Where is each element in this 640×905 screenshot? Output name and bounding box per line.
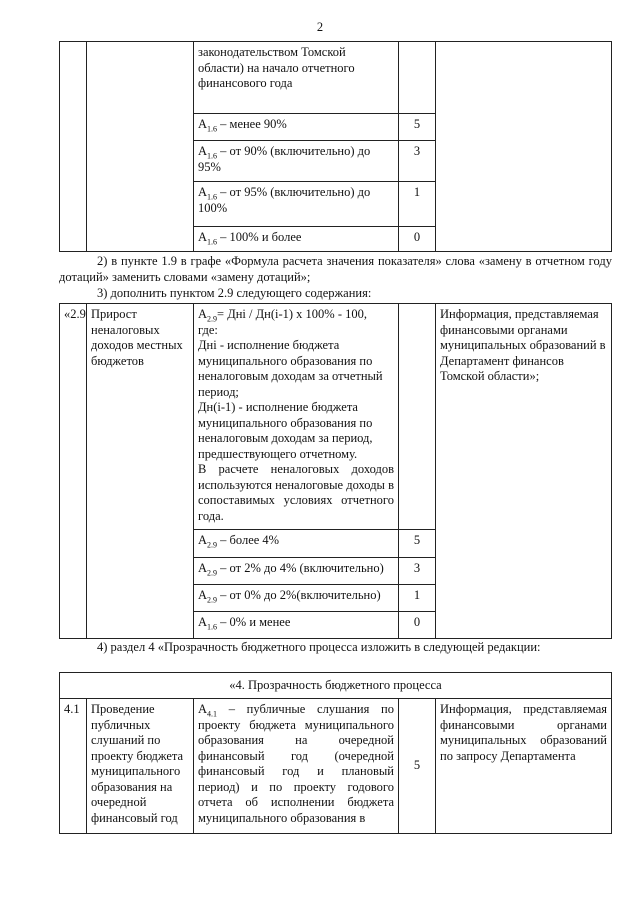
num-cell [60,42,87,252]
indicator-table-2.9 [59,303,612,639]
name-cell: Проведение публичных слушаний по проекту бюджета муниципального образования на очередной финансовый год [87,699,194,834]
formula-def-2: Дн(і-1) - исполнение бюджета муниципального образования по неналоговым доходам за период, предшествующего отчетному. [198,400,373,461]
criterion-text: $А_{1.6}$ – менее 90% [194,114,399,141]
criterion-score: 3 [399,558,436,585]
source-cell: Информация, представляемая финансовыми органами муниципальных образований по запросу Департамента [436,699,612,834]
paragraph-2: 2) в пункте 1.9 в графе «Формула расчета значения показателя» слова «замену в отчетном году дотаций» заменить словами «замену дотаций»; [59,254,612,284]
criterion-text: $А_{1.6}$ – от 95% (включительно) до 100% [194,182,399,227]
formula-cell: $А_{4.1}$ – публичные слушания по проекту бюджета муниципального образования на очередной финансовый год (очередной финансовый год и плановый период) и по проекту годового отчета об исполнении бюджета муниципального образования в [194,699,399,834]
criterion-text: $А_{2.9}$ – от 2% до 4% (включительно) [194,558,399,585]
num-cell: «2.9 [60,304,87,639]
formula-cell: $А_{2.9}=$ Дні / Дн(і-1) х 100% - 100, где: Дні - исполнение бюджета муниципального образования по неналоговым доходам за отчетный период; Дн(і-1) - исполнение бюджета муниципального образования по неналоговым доходам за период, предшествующего отчетному. В расчете неналоговых доходов используются неналоговые доходы в сопоставимых условиях отчетного года. [194,304,399,530]
source-cell [436,42,612,252]
formula-note: В расчете неналоговых доходов используются неналоговые доходы в сопоставимых условиях отчетного года. [198,462,394,523]
criterion-text: $А_{1.6} - 0\%$ и менее [194,612,399,639]
criterion-score: 1 [399,585,436,612]
formula-def-1: Дні - исполнение бюджета муниципального образования по неналоговым доходам за отчетный период; [198,338,383,399]
paragraph-3: 3) дополнить пунктом 2.9 следующего содержания: [97,286,372,300]
page-number: 2 [316,20,324,34]
criterion-score: 5 [399,114,436,141]
criteria-table-1.6 [59,41,612,252]
source-cell: Информация, представляемая финансовыми органами муниципальных образований в Департамент финансов Томской области»; [436,304,612,639]
criterion-text: $А_{1.6} - 100\%$ и более [194,227,399,252]
score-cell [399,42,436,114]
criterion-score: 5 [399,530,436,558]
formula-cell: законодательством Томской области) на начало отчетного финансового года [194,42,399,114]
criterion-text: $А_{2.9}$ – более 4% [194,530,399,558]
transparency-table [59,672,612,834]
criterion-score: 1 [399,182,436,227]
num-cell: 4.1 [60,699,87,834]
paragraph-4: 4) раздел 4 «Прозрачность бюджетного процесса изложить в следующей редакции: [97,640,541,654]
criterion-text: $А_{2.9}$ – от 0% до 2%(включительно) [194,585,399,612]
criterion-score: 0 [399,612,436,639]
criterion-text: $А_{1.6}$ – от 90% (включительно) до 95% [194,141,399,182]
formula-where: где: [198,322,218,337]
name-cell: Прирост неналоговых доходов местных бюджетов [87,304,194,639]
score-cell: 5 [399,699,436,834]
criterion-score: 0 [399,227,436,252]
criterion-score: 3 [399,141,436,182]
score-cell [399,304,436,530]
name-cell [87,42,194,252]
section-header: «4. Прозрачность бюджетного процесса [60,673,612,699]
